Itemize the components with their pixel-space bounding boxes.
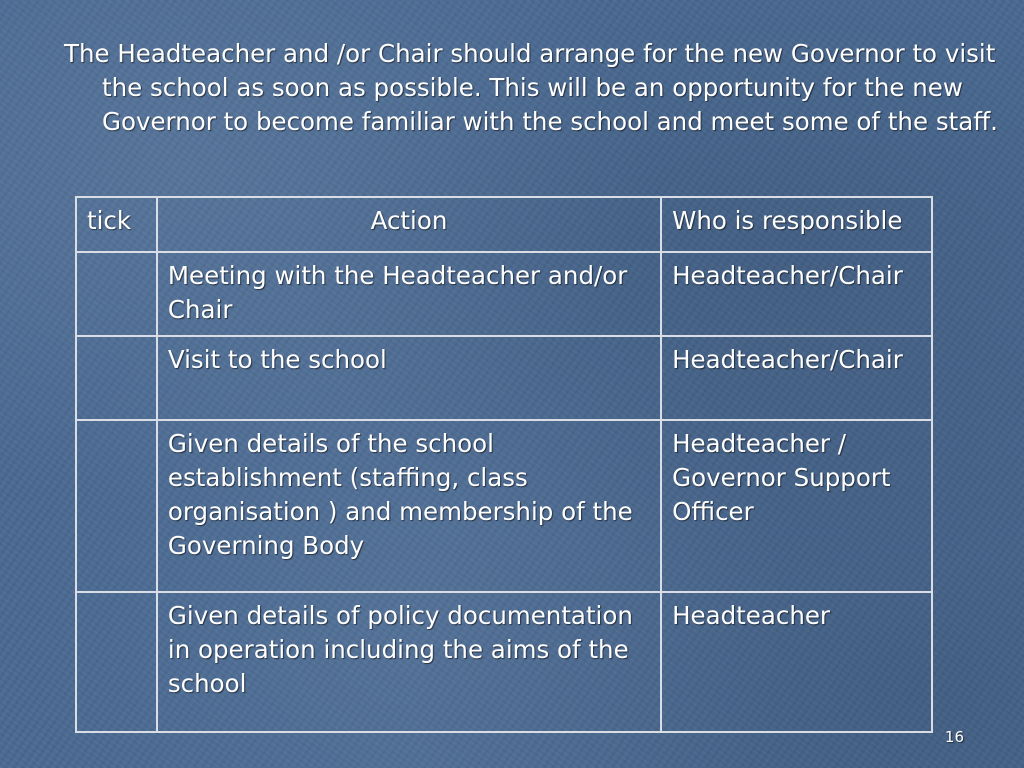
tick-cell[interactable]: [76, 592, 157, 732]
header-who-is-responsible: Who is responsible: [661, 197, 932, 252]
tick-cell[interactable]: [76, 252, 157, 336]
table-row: [76, 252, 932, 336]
responsible-cell: Headteacher: [661, 592, 932, 732]
page-number: 16: [944, 728, 964, 746]
responsible-cell: Headteacher/Chair: [661, 336, 932, 420]
header-action: Action: [157, 197, 661, 252]
responsible-cell: Headteacher / Governor Support Officer: [661, 420, 932, 592]
table-row: [76, 420, 932, 592]
header-tick: tick: [76, 197, 157, 252]
induction-actions-table: [75, 196, 933, 733]
action-cell: Given details of policy documentation in operation including the aims of the school: [157, 592, 661, 732]
action-cell: Given details of the school establishment (staffing, class organisation ) and membership of the Governing Body: [157, 420, 661, 592]
table-header-row: [76, 197, 932, 252]
table-row: [76, 336, 932, 420]
table-row: [76, 592, 932, 732]
tick-cell[interactable]: [76, 336, 157, 420]
responsible-cell: Headteacher/Chair: [661, 252, 932, 336]
intro-paragraph: The Headteacher and /or Chair should arrange for the new Governor to visit the school as soon as possible. This will be an opportunity for the new Governor to become familiar with the school and meet some of the staff.: [64, 39, 998, 136]
action-cell: Visit to the school: [157, 336, 661, 420]
tick-cell[interactable]: [76, 420, 157, 592]
action-cell: Meeting with the Headteacher and/or Chair: [157, 252, 661, 336]
